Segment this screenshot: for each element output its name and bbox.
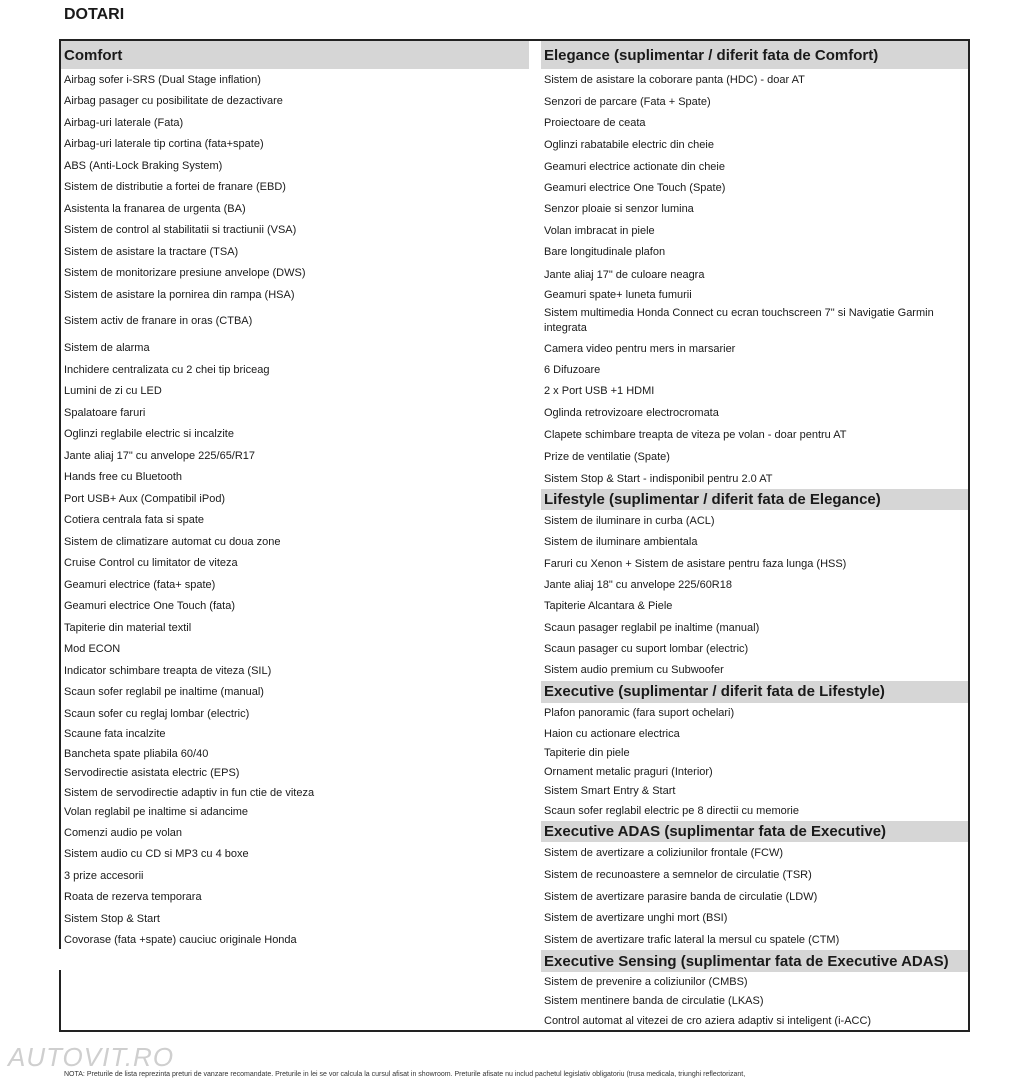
feature-row: Oglinzi rabatabile electric din cheie [544,139,714,151]
feature-row: Haion cu actionare electrica [544,727,680,740]
feature-row: Sistem de avertizare parasire banda de circulatie (LDW) [544,890,818,903]
table-left-border-bottom [59,970,61,1030]
feature-row: Sistem de climatizare automat cu doua zone [64,535,281,548]
feature-row: Lumini de zi cu LED [64,385,162,398]
feature-row: Cotiera centrala fata si spate [64,514,205,527]
feature-row: Port USB+ Aux (Compatibil iPod) [64,492,226,505]
feature-row: Cruise Control cu limitator de viteza [64,557,238,570]
feature-row: Scaun pasager cu suport lombar (electric) [544,642,749,655]
section-heading-comfort: Comfort [61,41,529,69]
feature-row: Servodirectie asistata electric (EPS) [64,767,240,780]
feature-row: Geamuri electrice One Touch (fata) [64,600,235,613]
feature-row: Scaun pasager reglabil pe inaltime (manual) [544,621,760,634]
feature-row: 6 Difuzoare [544,363,601,376]
feature-row: Sistem activ de franare in oras (CTBA) [64,315,253,327]
feature-row: Sistem de alarma [64,342,150,355]
feature-row: Sistem Stop & Start - indisponibil pentru 2.0 AT [544,472,773,485]
feature-row: Tapiterie din piele [544,746,630,759]
feature-row: Sistem audio premium cu Subwoofer [544,664,724,676]
feature-row: Asistenta la franarea de urgenta (BA) [64,202,246,215]
feature-row: Scaun sofer reglabil pe inaltime (manual) [64,686,264,699]
feature-row: Bare longitudinale plafon [544,245,666,258]
feature-row: Comenzi audio pe volan [64,826,183,839]
feature-row: Volan reglabil pe inaltime si adancime [64,806,249,819]
comfort-column [61,41,529,951]
feature-row: Bancheta spate pliabila 60/40 [64,747,209,760]
feature-row: Oglinzi reglabile electric si incalzite [64,428,234,441]
feature-row: Sistem de asistare la pornirea din rampa (HSA) [64,288,295,301]
feature-row: ABS (Anti-Lock Braking System) [64,159,223,172]
feature-row: Sistem de prevenire a coliziunilor (CMBS) [544,975,748,988]
feature-row: Sistem de iluminare ambientala [544,536,698,548]
section-heading-executive-sensing: Executive Sensing (suplimentar fata de Executive ADAS) [541,950,968,972]
feature-row: Tapiterie Alcantara & Piele [544,600,673,613]
feature-row: Tapiterie din material textil [64,621,192,634]
feature-row: Spalatoare faruri [64,406,146,419]
feature-row: Sistem de monitorizare presiune anvelope (DWS) [64,267,306,280]
feature-row: Covorase (fata +spate) cauciuc originale Honda [64,934,297,947]
feature-row: Clapete schimbare treapta de viteza pe volan - doar pentru AT [544,428,847,441]
feature-row: Airbag pasager cu posibilitate de dezactivare [64,95,283,108]
feature-row: Senzori de parcare (Fata + Spate) [544,95,711,108]
feature-row: Sistem de avertizare a coliziunilor frontale (FCW) [544,847,784,859]
feature-row: Airbag-uri laterale (Fata) [64,116,184,129]
feature-row: Scaune fata incalzite [64,728,166,741]
feature-row: Jante aliaj 18" cu anvelope 225/60R18 [544,578,732,591]
feature-row: Airbag sofer i-SRS (Dual Stage inflation) [64,73,261,86]
page-title: DOTARI [64,6,125,23]
feature-row: Hands free cu Bluetooth [64,471,183,484]
feature-row: Proiectoare de ceata [544,117,646,129]
feature-row: Volan imbracat in piele [544,224,655,237]
feature-row: Sistem de distributie a fortei de franare (EBD) [64,181,286,194]
feature-row: Sistem de asistare la tractare (TSA) [64,245,239,258]
feature-row: Ornament metalic praguri (Interior) [544,765,713,778]
feature-row: Sistem multimedia Honda Connect cu ecran touchscreen 7" si Navigatie Garmin integrata [544,306,934,334]
feature-row: Camera video pentru mers in marsarier [544,342,736,355]
footnote: NOTA: Preturile de lista reprezinta preturi de vanzare recomandate. Preturile in lei se vor calcula la cursul afisat in showroom. Preturile afisate nu includ pachetul legislativ obligatoriu (trusa medicala, triunghi reflectorizant, [64,1071,746,1078]
section-heading-elegance: Elegance (suplimentar / diferit fata de Comfort) [541,41,968,69]
feature-row: Inchidere centralizata cu 2 chei tip briceag [64,363,270,376]
feature-row: Geamuri electrice actionate din cheie [544,160,725,173]
feature-row: Sistem de servodirectie adaptiv in fun ctie de viteza [64,786,315,799]
feature-row: Sistem Stop & Start [64,912,160,925]
feature-row: Sistem de recunoastere a semnelor de circulatie (TSR) [544,869,812,881]
feature-row: 2 x Port USB +1 HDMI [544,385,655,397]
feature-row: Scaun sofer reglabil electric pe 8 directii cu memorie [544,805,799,817]
feature-row: Sistem Smart Entry & Start [544,785,676,798]
feature-row: Control automat al vitezei de cro aziera adaptiv si inteligent (i-ACC) [544,1015,872,1028]
feature-row: 3 prize accesorii [64,869,144,882]
feature-row: Airbag-uri laterale tip cortina (fata+spate) [64,138,264,151]
section-heading-lifestyle: Lifestyle (suplimentar / diferit fata de Elegance) [541,489,968,510]
feature-row: Sistem de asistare la coborare panta (HDC) - doar AT [544,74,805,86]
section-heading-executive: Executive (suplimentar / diferit fata de Lifestyle) [541,681,968,703]
feature-row: Jante aliaj 17" de culoare neagra [544,268,705,281]
feature-row: Indicator schimbare treapta de viteza (SIL) [64,664,272,677]
feature-row: Mod ECON [64,643,121,656]
upgrade-column [541,41,968,1032]
feature-row: Sistem de iluminare in curba (ACL) [544,514,715,527]
feature-row: Plafon panoramic (fara suport ochelari) [544,707,735,719]
feature-row: Geamuri spate+ luneta fumurii [544,289,692,301]
feature-row: Faruri cu Xenon + Sistem de asistare pentru faza lunga (HSS) [544,557,847,570]
feature-row: Sistem de avertizare trafic lateral la mersul cu spatele (CTM) [544,933,840,946]
feature-row: Senzor ploaie si senzor lumina [544,203,694,215]
feature-row: Roata de rezerva temporara [64,891,202,904]
watermark-logo: AUTOVIT.RO [8,1042,175,1072]
feature-row: Geamuri electrice (fata+ spate) [64,578,216,591]
feature-row: Sistem audio cu CD si MP3 cu 4 boxe [64,848,249,861]
feature-row: Oglinda retrovizoare electrocromata [544,406,719,419]
feature-row: Sistem de control al stabilitatii si tractiunii (VSA) [64,224,297,237]
feature-row: Prize de ventilatie (Spate) [544,451,670,463]
section-heading-executive-adas: Executive ADAS (suplimentar fata de Executive) [541,821,968,842]
feature-row: Geamuri electrice One Touch (Spate) [544,181,726,194]
feature-row: Sistem de avertizare unghi mort (BSI) [544,912,728,925]
feature-row: Sistem mentinere banda de circulatie (LKAS) [544,995,764,1007]
feature-row: Jante aliaj 17" cu anvelope 225/65/R17 [64,449,256,462]
feature-row: Scaun sofer cu reglaj lombar (electric) [64,707,250,720]
